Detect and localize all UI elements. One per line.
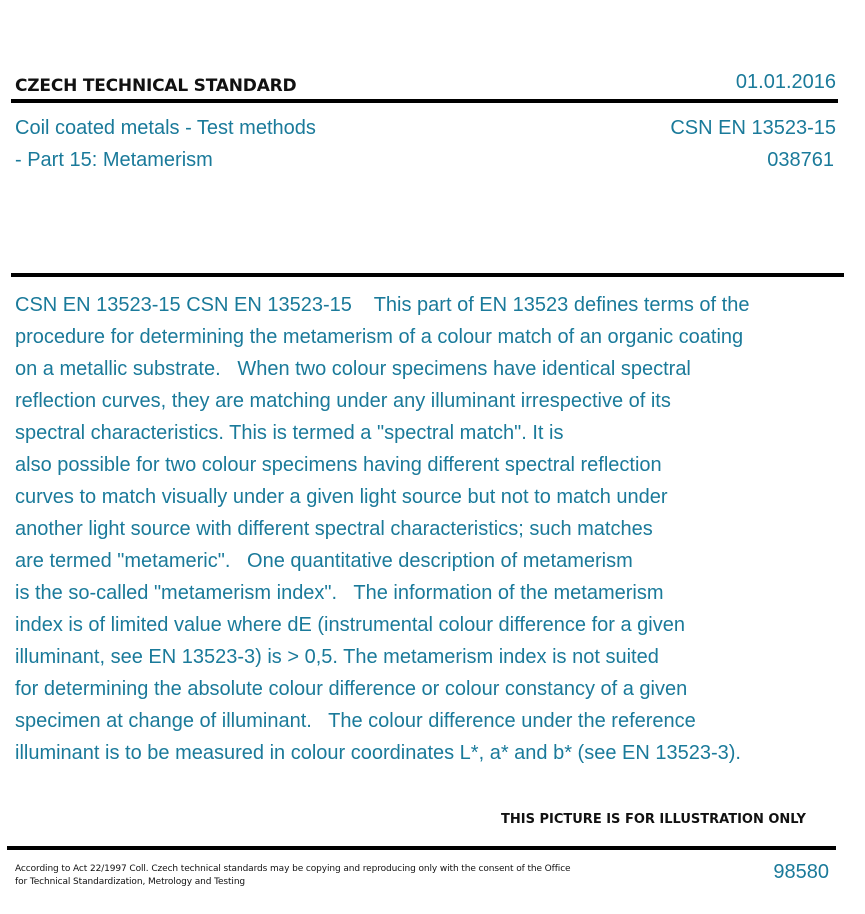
illustration-note: THIS PICTURE IS FOR ILLUSTRATION ONLY bbox=[501, 812, 806, 827]
abstract-line: for determining the absolute colour difference or colour constancy of a given bbox=[15, 678, 688, 700]
abstract-line: illuminant is to be measured in colour coordinates L*, a* and b* (see EN 13523-3). bbox=[15, 742, 741, 764]
standard-code: CSN EN 13523-15 bbox=[670, 117, 836, 139]
abstract-line: is the so-called "metamerism index". The information of the metamerism bbox=[15, 582, 664, 604]
header-label: CZECH TECHNICAL STANDARD bbox=[15, 76, 297, 96]
header-divider bbox=[11, 99, 838, 103]
document-number: 98580 bbox=[773, 861, 829, 883]
abstract-line: index is of limited value where dE (instrumental colour difference for a given bbox=[15, 614, 685, 636]
abstract-line: procedure for determining the metamerism of a colour match of an organic coating bbox=[15, 326, 744, 348]
legal-notice-line1: According to Act 22/1997 Coll. Czech technical standards may be copying and reproducing only with the consent of the Office bbox=[15, 864, 571, 874]
issue-date: 01.01.2016 bbox=[735, 71, 836, 93]
abstract-line: on a metallic substrate. When two colour specimens have identical spectral bbox=[15, 358, 691, 380]
abstract-line: are termed "metameric". One quantitative description of metamerism bbox=[15, 550, 633, 572]
footer-divider bbox=[7, 846, 836, 850]
abstract-line: another light source with different spectral characteristics; such matches bbox=[15, 518, 653, 540]
abstract-line: CSN EN 13523-15 CSN EN 13523-15 This part of EN 13523 defines terms of the bbox=[15, 294, 750, 316]
abstract-line: also possible for two colour specimens having different spectral reflection bbox=[15, 454, 662, 476]
legal-notice-line2: for Technical Standardization, Metrology and Testing bbox=[15, 877, 246, 887]
abstract-line: specimen at change of illuminant. The colour difference under the reference bbox=[15, 710, 696, 732]
title-divider bbox=[11, 273, 844, 277]
standard-title-line1: Coil coated metals - Test methods bbox=[15, 117, 316, 139]
catalog-number: 038761 bbox=[767, 149, 834, 171]
abstract-line: spectral characteristics. This is termed a "spectral match". It is bbox=[15, 422, 564, 444]
abstract-line: curves to match visually under a given light source but not to match under bbox=[15, 486, 668, 508]
abstract-line: illuminant, see EN 13523-3) is > 0,5. The metamerism index is not suited bbox=[15, 646, 659, 668]
standard-title-line2: - Part 15: Metamerism bbox=[15, 149, 213, 171]
abstract-line: reflection curves, they are matching under any illuminant irrespective of its bbox=[15, 390, 671, 412]
abstract-text bbox=[15, 289, 815, 769]
